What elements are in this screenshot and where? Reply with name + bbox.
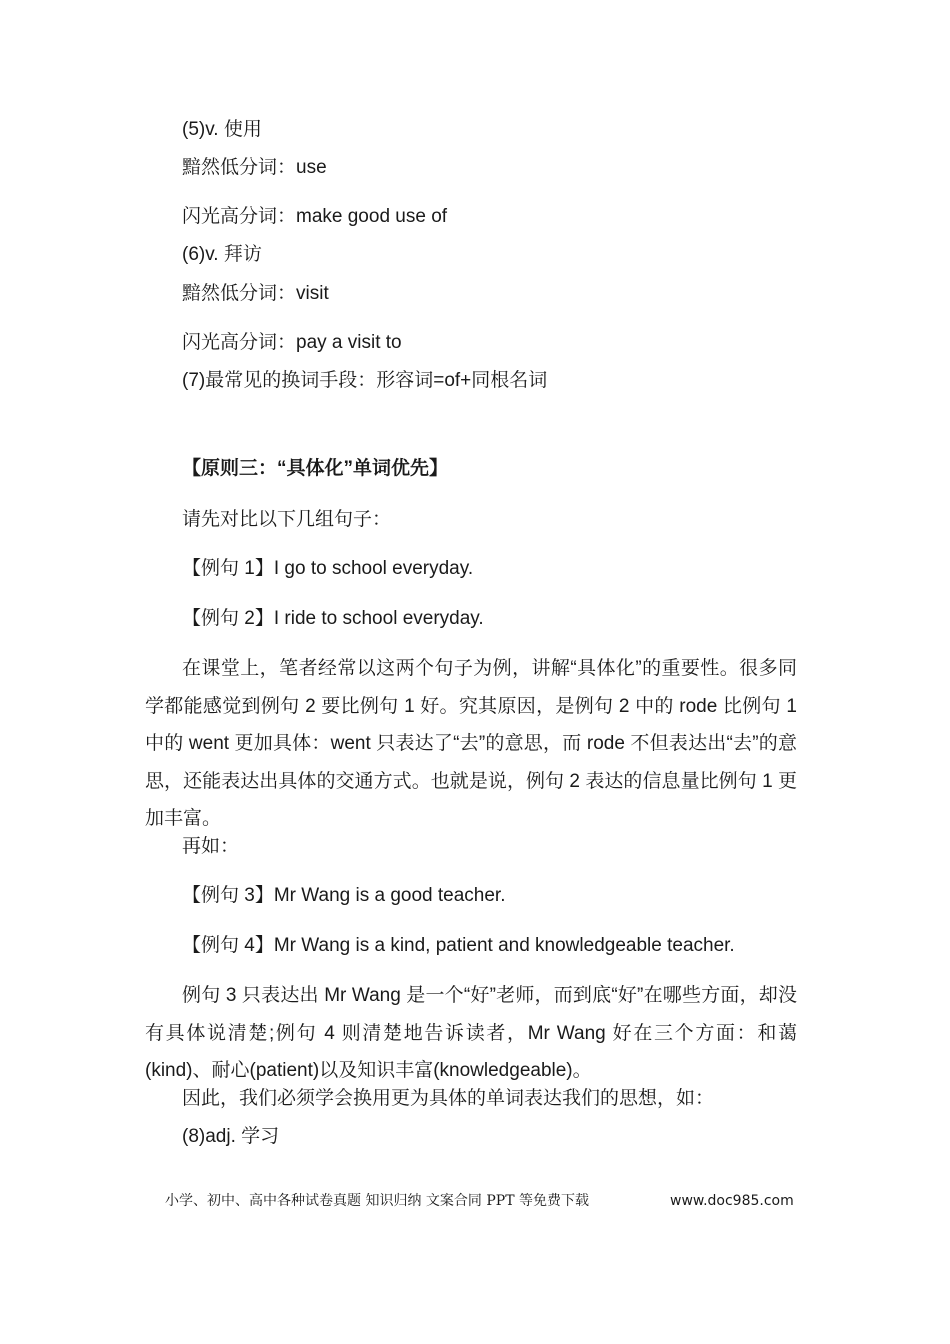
explanation-paragraph-2: 例句 3 只表达出 Mr Wang 是一个“好”老师，而到底“好”在哪些方面，却没有具体说清楚;例句 4 则清楚地告诉读者，Mr Wang 好在三个方面：和蔼(kind)、耐心(patient)以及知识丰富(knowledgeable)。 bbox=[145, 985, 797, 1081]
low-score-word-visit: 黯然低分词：visit bbox=[182, 283, 329, 304]
footer-website-link[interactable]: www.doc985.com bbox=[670, 1193, 794, 1209]
low-score-word-use: 黯然低分词：use bbox=[182, 157, 327, 178]
conclusion-line: 因此，我们必须学会换用更为具体的单词表达我们的思想，如： bbox=[182, 1088, 715, 1109]
high-score-word-visit: 闪光高分词：pay a visit to bbox=[182, 332, 402, 353]
principle-three-heading: 【原则三：“具体化”单词优先】 bbox=[182, 458, 449, 479]
item-8-heading: (8)adj. 学习 bbox=[182, 1126, 280, 1147]
example-sentence-3: 【例句 3】Mr Wang is a good teacher. bbox=[182, 885, 506, 906]
example-sentence-2: 【例句 2】I ride to school everyday. bbox=[182, 608, 484, 629]
footer-description: 小学、初中、高中各种试卷真题 知识归纳 文案合同 PPT 等免费下载 bbox=[165, 1193, 589, 1209]
item-5-heading: (5)v. 使用 bbox=[182, 119, 262, 140]
compare-intro: 请先对比以下几组句子： bbox=[182, 509, 392, 530]
item-7-heading: (7)最常见的换词手段：形容词=of+同根名词 bbox=[182, 370, 548, 391]
example-sentence-1: 【例句 1】I go to school everyday. bbox=[182, 558, 474, 579]
item-6-heading: (6)v. 拜访 bbox=[182, 244, 262, 265]
high-score-word-use: 闪光高分词：make good use of bbox=[182, 206, 448, 227]
example-sentence-4: 【例句 4】Mr Wang is a kind, patient and knowledgeable teacher. bbox=[182, 935, 735, 956]
again-intro: 再如： bbox=[182, 836, 240, 857]
explanation-paragraph-1: 在课堂上，笔者经常以这两个句子为例，讲解“具体化”的重要性。很多同学都能感觉到例句 2 要比例句 1 好。究其原因，是例句 2 中的 rode 比例句 1 中的 went 更加具体：went 只表达了“去”的意思，而 rode 不但表达出“去”的意思，还能表达出具体的交通方式。也就是说，例句 2 表达的信息量比例句 1 更加丰富。 bbox=[145, 658, 797, 829]
